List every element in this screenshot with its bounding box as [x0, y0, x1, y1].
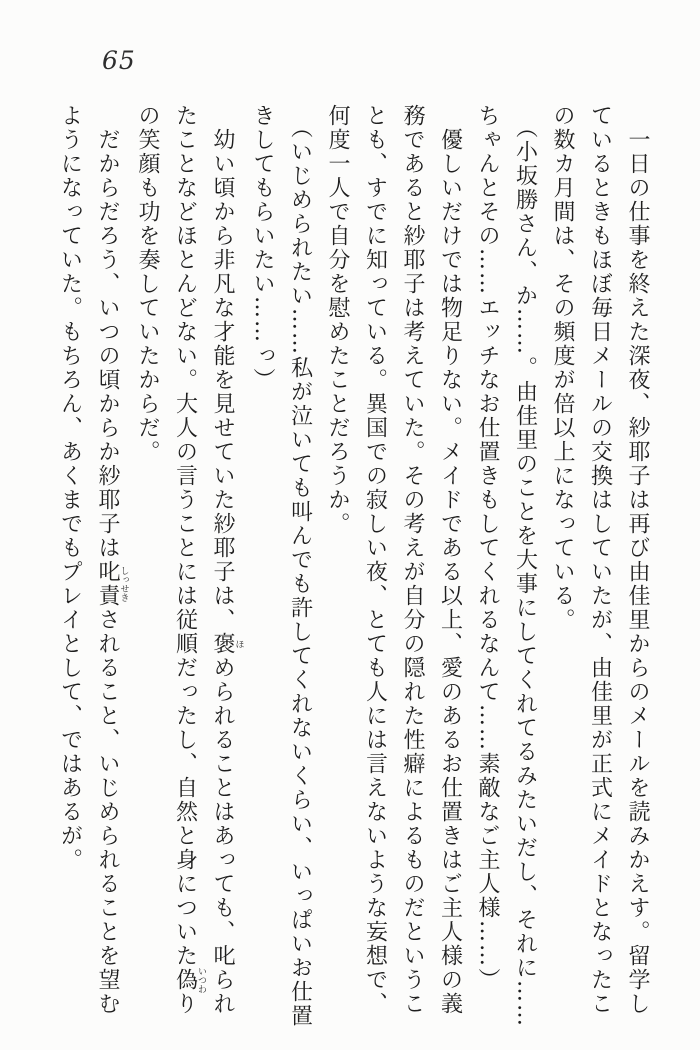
paragraph: だからだろう、いつの頃からか紗耶子は叱責しっせきされること、いじめられることを望むようになっていた。もちろん、あくまでもプレイとして、ではあるが。 [57, 104, 129, 1016]
paragraph: （いじめられたい……私が泣いても叫んでも許してくれないくらい、いっぱいお仕置きしてもらいたい……っ） [250, 104, 313, 1028]
paragraph: 幼い頃から非凡な才能を見せていた紗耶子は、褒ほめられることはあっても、叱られたことなどほとんどない。大人の言うことには従順だったし、自然と身についた偽いつわりの笑顔も功を奏していたからだ。 [135, 104, 244, 1016]
paragraph: 優しいだけでは物足りない。メイドである以上、愛のあるお仕置きはご主人様の義務であると紗耶子は考えていた。その考えが自分の隠れた性癖によるものだということも、すでに知っている。異国での寂しい夜、とても人には言えないような妄想で、何度一人で自分を慰めたことだろうか。 [325, 104, 463, 1016]
paragraph: （小坂勝さん、か……。由佳里のことを大事にしてくれてるみたいだし、それに……ちゃんとその……エッチなお仕置きもしてくれるなんて……素敵なご主人様……） [475, 104, 538, 1028]
page-text [56, 104, 656, 1030]
page-number: 65 [102, 46, 136, 75]
paragraph: 一日の仕事を終えた深夜、紗耶子は再び由佳里からのメールを読みかえす。留学しているときもほぼ毎日メールの交換はしていたが、由佳里が正式にメイドとなったこの数カ月間は、その頻度が倍以上になっている。 [550, 104, 650, 1016]
